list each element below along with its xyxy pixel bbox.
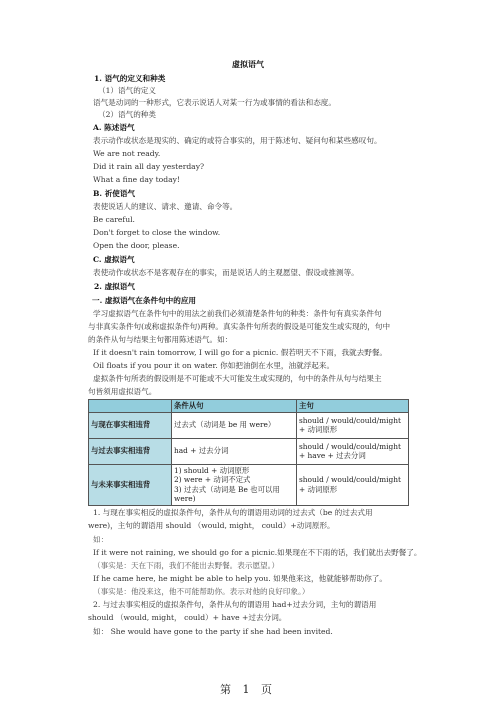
paragraph-line: 虚拟条件句所表的假设则是不可能或不大可能发生或实现的，句中的条件从句与结果主 — [93, 374, 382, 383]
example-note: （事实是：天在下雨，我们不能出去野餐。表示愿望。） — [93, 561, 280, 570]
section-heading: 2. 虚拟语气 — [94, 282, 135, 291]
table-header-cell: 条件从句 — [172, 400, 297, 413]
example-line: If he came here, he might be able to help you. 如果他来这，他就能够帮助你了。 — [93, 574, 387, 583]
page-number: 第 1 页 — [220, 683, 276, 696]
section-heading: B. 祈使语气 — [93, 189, 136, 198]
table-cell: should / would/could/might + 动词原形 — [297, 412, 409, 438]
table-cell: had + 过去分词 — [172, 438, 297, 464]
example-line: Oil floats if you pour it on water. 你如把油倒在水里，油就浮起来。 — [93, 361, 335, 370]
subheading: （2）语气的种类 — [98, 110, 156, 119]
example-note: （事实是：他没来这，他不可能帮助你。表示对他的良好印象。） — [93, 587, 310, 596]
example-line: Did it rain all day yesterday? — [93, 162, 205, 171]
table-header-cell: 主句 — [297, 400, 409, 413]
section-heading: C. 虚拟语气 — [93, 255, 135, 264]
table-cell: 1) should + 动词原形 2) were + 动词不定式 3) 过去式（动词是 Be 也可以用 were) — [172, 464, 297, 505]
table-cell: should / would/could/might + 动词原形 — [297, 464, 409, 505]
row-label: 与过去事实相违背 — [89, 438, 172, 464]
paragraph-line: 表使说话人的建议、请求、邀请、命令等。 — [93, 202, 238, 211]
section-heading: A. 陈述语气 — [93, 123, 135, 132]
example-line: Open the door, please. — [93, 241, 180, 250]
paragraph-line: 句皆须用虚拟语气。 — [88, 387, 157, 396]
paragraph-line: 2. 与过去事实相反的虚拟条件句，条件从句的谓语用 had+过去分词，主句的谓语用 — [93, 600, 377, 609]
example-line: Don't forget to close the window. — [93, 228, 221, 237]
paragraph-line: 表使动作或状态不是客观存在的事实，而是说话人的主观愿望、假设或推测等。 — [93, 268, 359, 277]
row-label: 与现在事实相违背 — [89, 412, 172, 438]
section-heading: 一. 虚拟语气在条件句中的应用 — [92, 296, 197, 305]
paragraph-line: 1. 与现在事实相反的虚拟条件句，条件从句的谓语用动词的过去式（be 的过去式用 — [93, 508, 373, 517]
example-line: If it doesn't rain tomorrow, I will go for a picnic. 假若明天不下雨，我就去野餐。 — [93, 348, 388, 357]
paragraph-line: 学习虚拟语气在条件句中的用法之前我们必须清楚条件句的种类：条件句有真实条件句 — [93, 309, 382, 318]
paragraph-line: were)，主句的谓语用 should （would, might， could）+动词原形。 — [88, 521, 335, 530]
paragraph-line: 表示动作或状态是现实的、确定的或符合事实的，用于陈述句、疑问句和某些感叹句。 — [93, 136, 382, 145]
paragraph-line: 语气是动词的一种形式，它表示说话人对某一行为或事情的看法和态度。 — [93, 98, 336, 107]
section-heading: 1. 语气的定义和种类 — [94, 74, 166, 83]
table-header-cell — [89, 400, 172, 413]
example-line: 如： She would have gone to the party if she had been invited. — [93, 627, 333, 636]
table-row — [89, 464, 409, 505]
conditional-table — [88, 399, 409, 506]
example-line: What a fine day today! — [93, 175, 180, 184]
table-row — [89, 438, 409, 464]
table-header-row — [89, 400, 409, 413]
subheading: （1）语气的定义 — [98, 86, 156, 95]
example-line: We are not ready. — [93, 149, 161, 158]
paragraph-line: 与非真实条件句(或称虚拟条件句)两种。真实条件句所表的假设是可能发生或实现的，句中 — [88, 322, 391, 331]
page-title: 虚拟语气 — [232, 59, 264, 69]
paragraph-line: 的条件从句与结果主句都用陈述语气。如： — [88, 335, 233, 344]
example-label: 如： — [93, 535, 109, 544]
table-cell: should / would/could/might + have + 过去分词 — [297, 438, 409, 464]
table-row — [89, 412, 409, 438]
example-line: Be careful. — [93, 215, 135, 224]
row-label: 与未来事实相违背 — [89, 464, 172, 505]
paragraph-line: should （would, might， could）+ have +过去分词。 — [88, 613, 287, 622]
example-line: If it were not raining, we should go for a picnic.如果现在不下雨的话，我们就出去野餐了。 — [93, 548, 422, 557]
table-cell: 过去式（动词是 be 用 were） — [172, 412, 297, 438]
